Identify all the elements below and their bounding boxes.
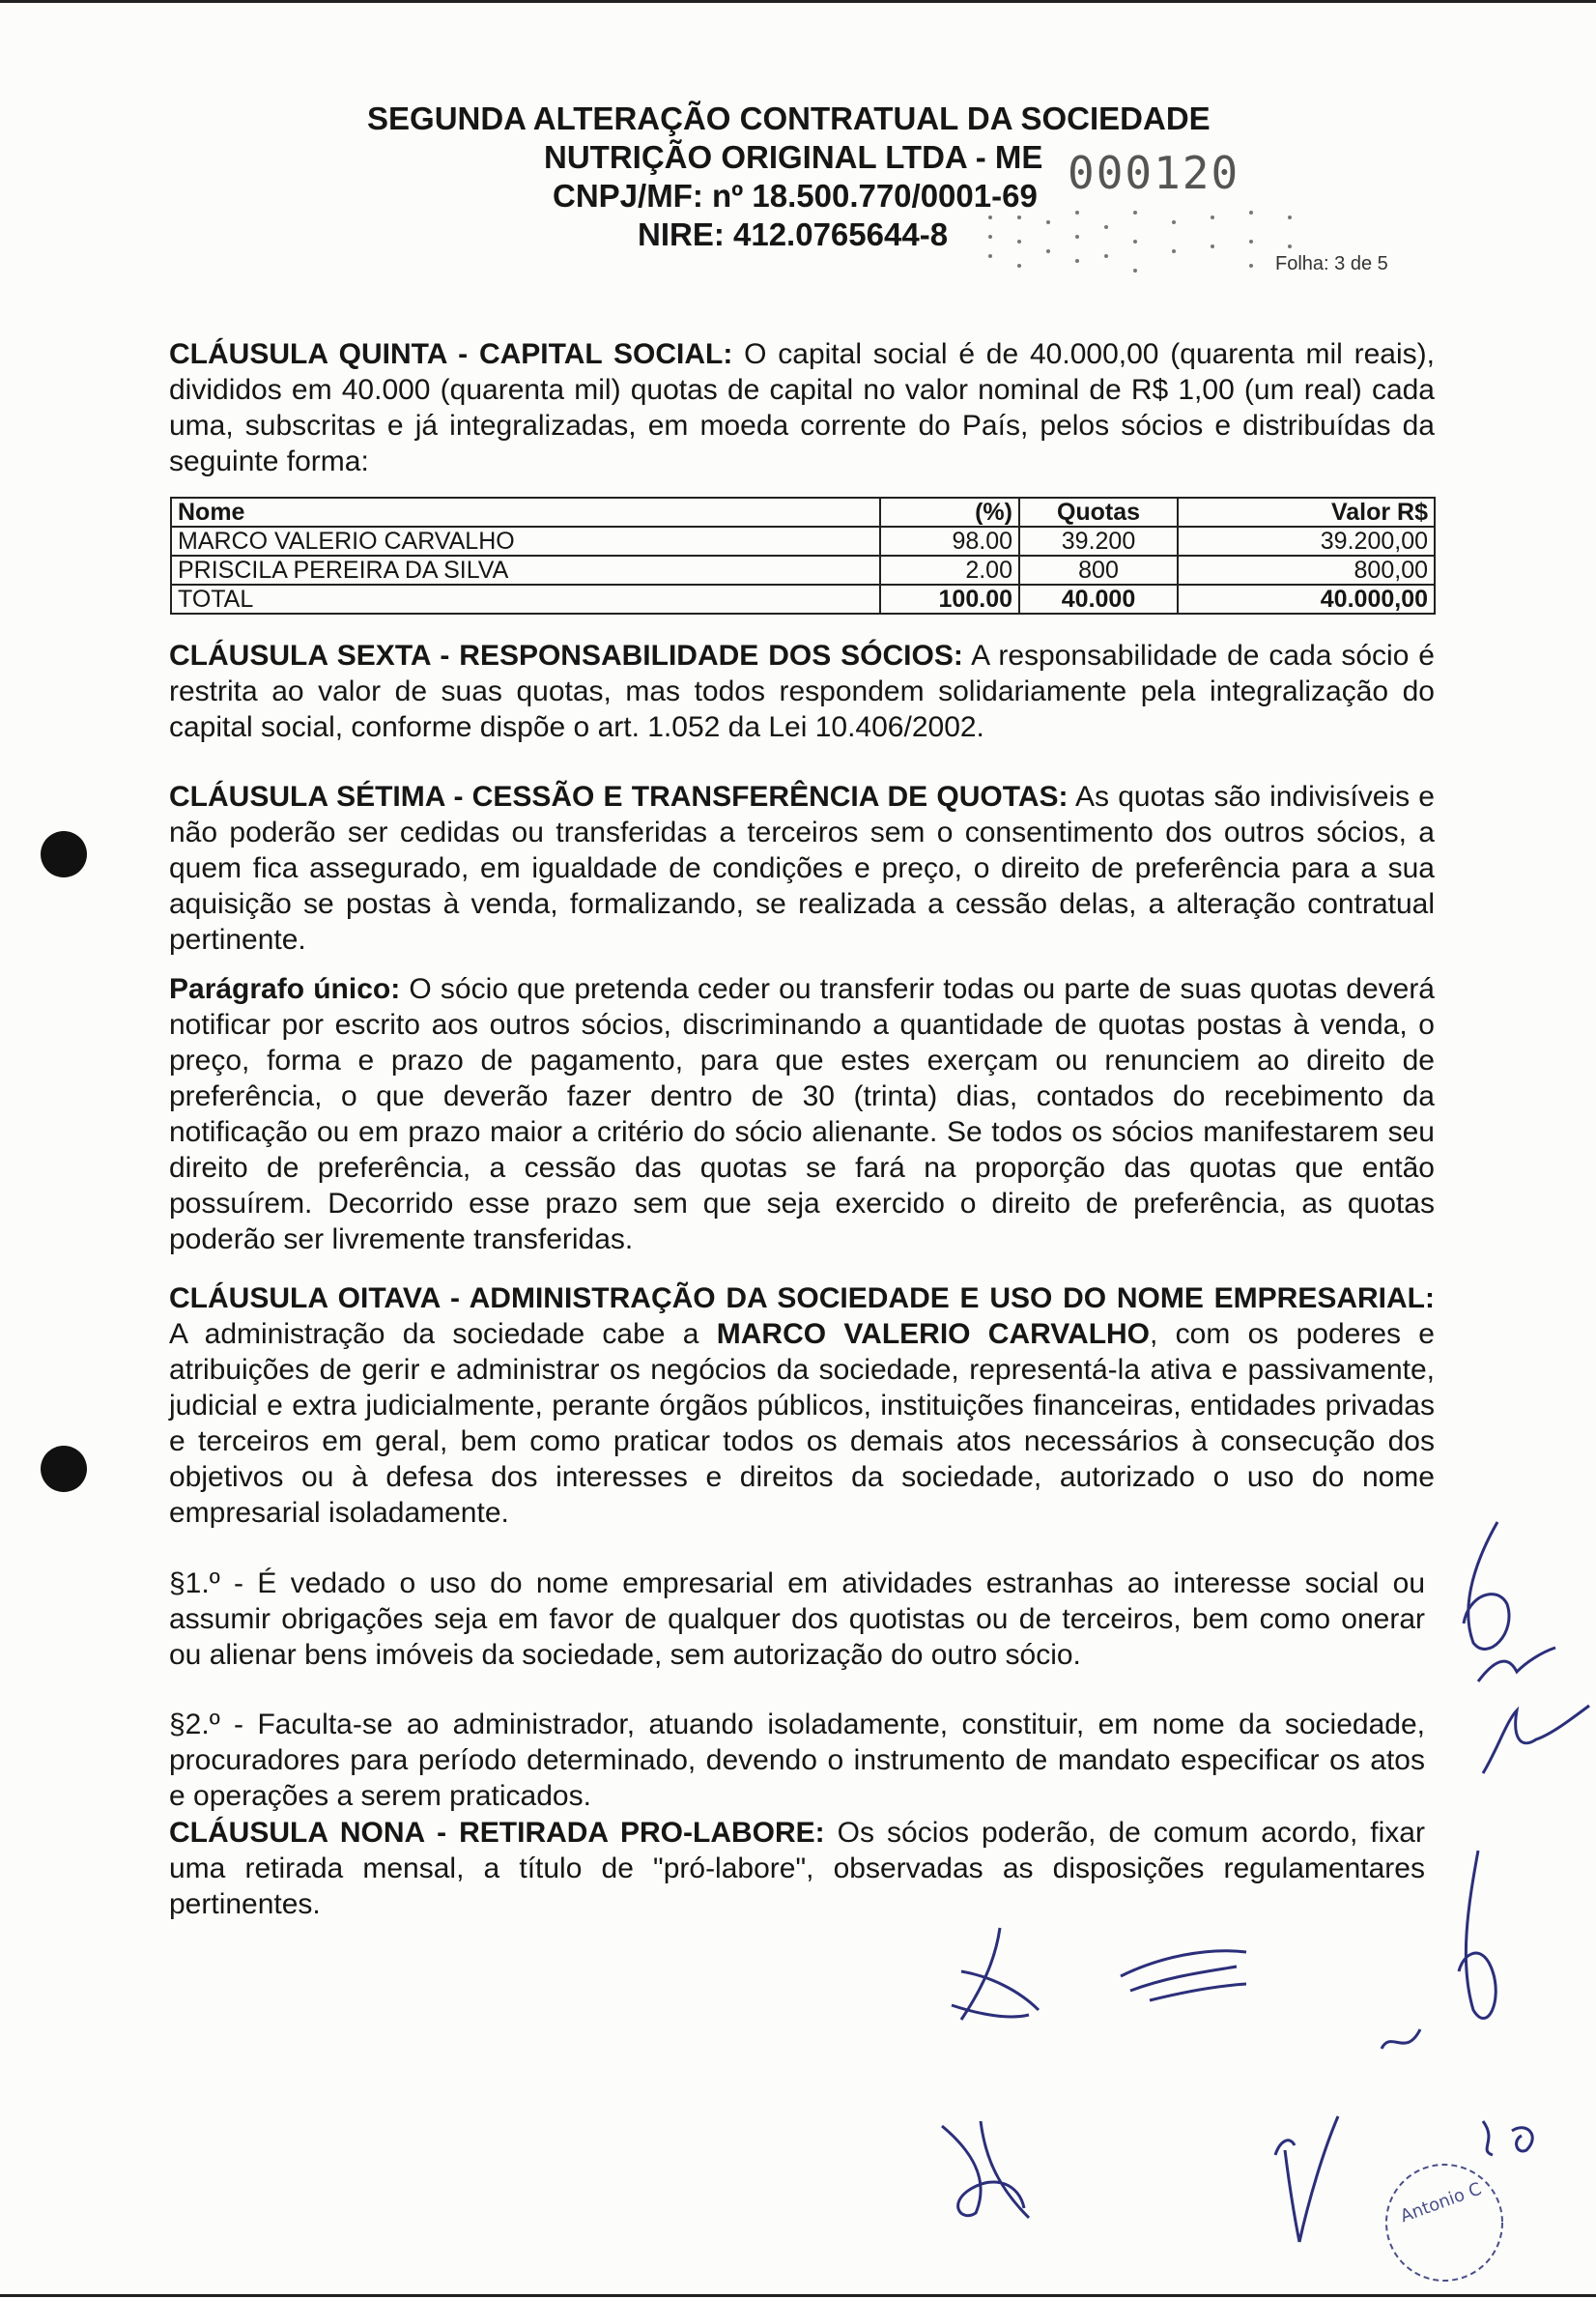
header-company: NUTRIÇÃO ORIGINAL LTDA - ME (544, 139, 1043, 175)
signature-initials-1 (942, 1923, 1058, 2029)
signature-initials-4 (1266, 2111, 1353, 2247)
clausula-nona-title: CLÁUSULA NONA - RETIRADA PRO-LABORE: (169, 1817, 825, 1849)
page-folha: Folha: 3 de 5 (1275, 253, 1388, 274)
table-header-row (171, 498, 1435, 527)
paragrafo-2-text: Faculta-se ao administrador, atuando isoladamente, constituir, em nome da sociedade, procuradores para período determinado, devendo o instrumento de mandato especificar os atos e operações a serem praticados. (169, 1709, 1425, 1812)
paragrafo-1 (169, 1566, 1425, 1673)
table-row (171, 527, 1435, 556)
col-valor: Valor R$ (1178, 498, 1435, 527)
paragrafo-unico-title: Parágrafo único: (169, 973, 401, 1005)
cell-total-quotas: 40.000 (1019, 585, 1178, 614)
punch-hole-lower (41, 1446, 87, 1492)
cell-nome: PRISCILA PEREIRA DA SILVA (171, 556, 880, 585)
signature-initials-2 (1111, 1938, 1256, 2005)
clausula-sexta-title: CLÁUSULA SEXTA - RESPONSABILIDADE DOS SÓCIOS: (169, 640, 963, 672)
cell-pct: 2.00 (880, 556, 1019, 585)
header-cnpj: CNPJ/MF: nº 18.500.770/0001-69 (553, 178, 1038, 214)
signature-initials-3 (932, 2111, 1039, 2227)
clausula-setima-text: As quotas são indivisíveis e não poderão ser cedidas ou transferidas a terceiros sem o consentimento dos outros sócios, a quem fica assegurado, em igualdade de condições e preço, o direito de preferência para a sua aquisição se postas à venda, formalizando, se realizada a cessão delas, a alteração contratual pertinente. (169, 781, 1435, 956)
table-total-row (171, 585, 1435, 614)
table-row (171, 556, 1435, 585)
clausula-sexta (169, 638, 1435, 745)
paragrafo-unico-text: O sócio que pretenda ceder ou transferir todas ou parte de suas quotas deverá notificar por escrito aos outros sócios, discriminando a quantidade de quotas postas à venda, o preço, forma e prazo de pagamento, para que estes exerçam ou renunciem ao direito de preferência, o que deverão fazer dentro de 30 (trinta) dias, contados do recebimento da notificação ou em prazo maior a critério do sócio alienante. Se todos os sócios manifestarem seu direito de preferência, a cessão das quotas se fará na proporção das quotas que então possuírem. Decorrido esse prazo sem que seja exercido o direito de preferência, as quotas poderão ser livremente transferidas. (169, 973, 1435, 1255)
clausula-oitava-admin-name: MARCO VALERIO CARVALHO (716, 1318, 1151, 1350)
svg-text:Antonio C: Antonio C (1397, 2178, 1485, 2227)
clausula-quinta (169, 336, 1435, 479)
cell-quotas: 800 (1019, 556, 1178, 585)
signature-initials-right-3 (1449, 1846, 1507, 2039)
notary-seal (1377, 2150, 1507, 2285)
cell-total-label: TOTAL (171, 585, 880, 614)
header-title: SEGUNDA ALTERAÇÃO CONTRATUAL DA SOCIEDADE (367, 101, 1211, 136)
signature-initials-right-1 (1449, 1517, 1565, 1691)
scan-top-edge (0, 0, 1596, 3)
clausula-sexta-text: A responsabilidade de cada sócio é restrita ao valor de suas quotas, mas todos respondem solidariamente pela integralização do capital social, conforme dispõe o art. 1.052 da Lei 10.406/2002. (169, 640, 1435, 743)
cell-quotas: 39.200 (1019, 527, 1178, 556)
punch-hole-upper (41, 831, 87, 877)
clausula-oitava-title: CLÁUSULA OITAVA - ADMINISTRAÇÃO DA SOCIEDADE E USO DO NOME EMPRESARIAL: (169, 1282, 1435, 1314)
paragrafo-2-label: §2.º - (169, 1709, 244, 1740)
cell-nome: MARCO VALERIO CARVALHO (171, 527, 880, 556)
cell-valor: 39.200,00 (1178, 527, 1435, 556)
capital-table (170, 497, 1436, 615)
cell-pct: 98.00 (880, 527, 1019, 556)
signature-mark-small (1372, 2020, 1430, 2068)
clausula-quinta-text: O capital social é de 40.000,00 (quarenta mil reais), divididos em 40.000 (quarenta mil) quotas de capital no valor nominal de R$ 1,00 (um real) cada uma, subscritas e já integralizadas, em moeda corrente do País, pelos sócios e distribuídas da seguinte forma: (169, 338, 1435, 477)
clausula-oitava (169, 1280, 1435, 1531)
page-stamp-number: 000120 (1068, 147, 1240, 199)
col-nome: Nome (171, 498, 880, 527)
cell-valor: 800,00 (1178, 556, 1435, 585)
header-nire: NIRE: 412.0765644-8 (638, 216, 949, 252)
col-quotas: Quotas (1019, 498, 1178, 527)
col-pct: (%) (880, 498, 1019, 527)
paragrafo-1-label: §1.º - (169, 1567, 243, 1599)
paragrafo-2 (169, 1707, 1425, 1814)
clausula-oitava-text-after: , com os poderes e atribuições de gerir e administrar os negócios da sociedade, representá-la ativa e passivamente, judicial e extra judicialmente, perante órgãos públicos, instituições financeiras, entidades privadas e terceiros em geral, bem como praticar todos os demais atos necessários à consecução dos objetivos ou à defesa dos interesses e direitos da sociedade, autorizado o uso do nome empresarial isoladamente. (169, 1318, 1435, 1529)
paragrafo-1-text: É vedado o uso do nome empresarial em atividades estranhas ao interesse social ou assumir obrigações seja em favor de qualquer dos quotistas ou de terceiros, bem como onerar ou alienar bens imóveis da sociedade, sem autorização do outro sócio. (169, 1567, 1425, 1671)
cell-total-valor: 40.000,00 (1178, 585, 1435, 614)
scan-bottom-edge (0, 2294, 1596, 2297)
signature-initials-right-2 (1478, 1701, 1594, 1778)
cell-total-pct: 100.00 (880, 585, 1019, 614)
paragrafo-unico (169, 971, 1435, 1257)
clausula-nona-text: Os sócios poderão, de comum acordo, fixar uma retirada mensal, a título de "pró-labore", observadas as disposições regulamentares pertinentes. (169, 1817, 1425, 1920)
clausula-oitava-text-before: A administração da sociedade cabe a (169, 1318, 699, 1350)
clausula-setima (169, 779, 1435, 958)
clausula-setima-title: CLÁUSULA SÉTIMA - CESSÃO E TRANSFERÊNCIA DE QUOTAS: (169, 781, 1069, 813)
clausula-nona (169, 1815, 1425, 1922)
clausula-quinta-title: CLÁUSULA QUINTA - CAPITAL SOCIAL: (169, 338, 733, 370)
